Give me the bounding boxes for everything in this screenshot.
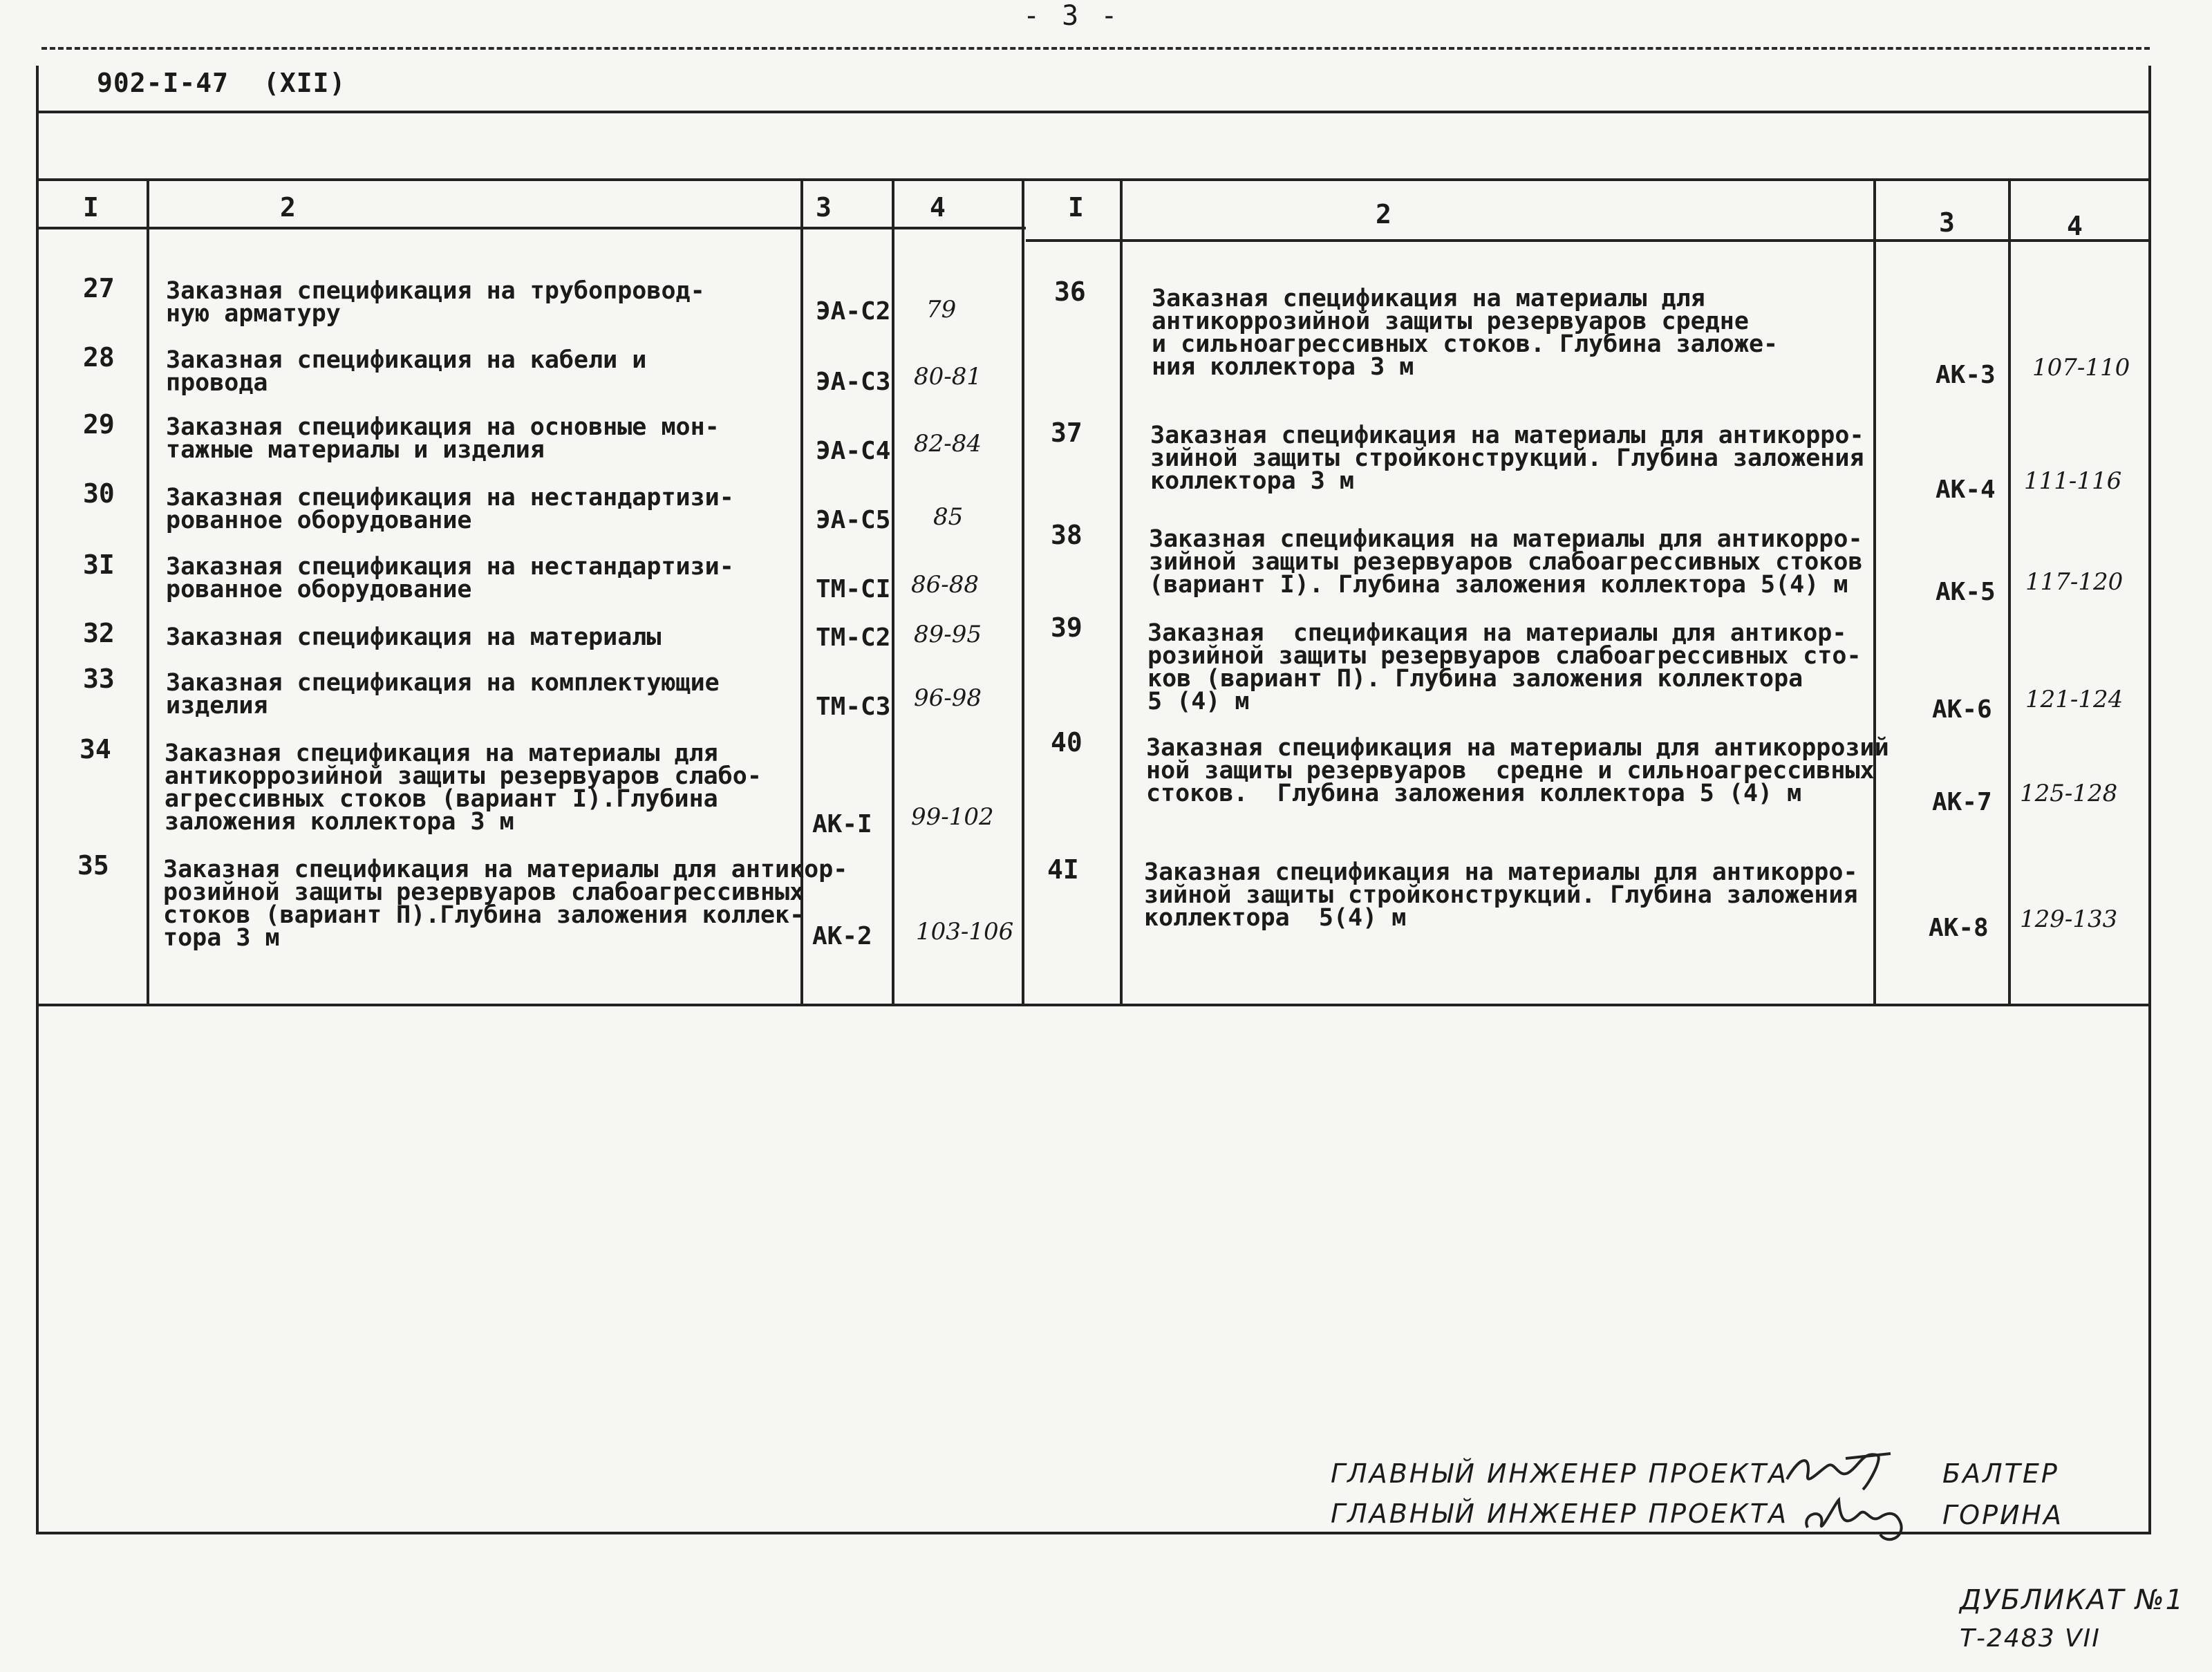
row-mark: ТМ-С3 [816,693,891,721]
row-mark: ЭА-С5 [816,506,891,534]
duplicate-label: ДУБЛИКАТ №1 [1960,1584,2185,1616]
row-description: Заказная спецификация на трубопровод- ную арматуру [166,277,705,328]
row-pages: 89-95 [914,621,982,648]
row-pages: 121-124 [2025,686,2124,713]
row-pages: 96-98 [914,684,982,712]
row-number: 39 [1051,612,1082,643]
row-mark: АК-5 [1936,578,1996,606]
row-number: 32 [83,618,115,648]
row-number: 4I [1047,854,1079,885]
col-divider [1120,178,1123,1005]
document-code [97,68,346,98]
row-mark: АК-8 [1929,914,1989,942]
row-mark: ЭА-С3 [816,368,891,396]
row-description: Заказная спецификация на материалы для антикорро- зийной защиты стройконструкций. Глубина заложения коллектора 3 м [1150,422,1864,495]
row-description: Заказная спецификация на нестандартизи- рованное оборудование [166,484,734,534]
row-number: 33 [83,664,115,694]
col-divider [147,178,149,1005]
signature-name: БАЛТЕР [1942,1458,2059,1489]
header-rule-left [36,227,1026,229]
header-left-col-3: 3 [816,192,832,223]
row-mark: АК-4 [1936,476,1996,504]
table-bottom-rule [36,1004,2151,1006]
col-divider [1022,178,1024,1005]
header-left-col-1: I [83,192,99,223]
signature-role: ГЛАВНЫЙ ИНЖЕНЕР ПРОЕКТА [1331,1499,1789,1529]
top-dashed-rule [41,47,2150,50]
row-description: Заказная спецификация на кабели и провода [166,346,647,397]
row-number: 34 [79,734,111,764]
row-pages: 80-81 [914,363,982,391]
header-right-col-3: 3 [1939,207,1955,238]
row-number: 40 [1051,727,1082,758]
col-divider [1873,178,1876,1005]
row-pages: 85 [933,503,964,531]
row-pages: 129-133 [2020,905,2118,933]
row-mark: ЭА-С4 [816,437,891,465]
row-number: 35 [77,850,109,881]
row-number: 30 [83,478,115,509]
row-number: 37 [1051,417,1082,448]
handwritten-signature-icon [1797,1486,1922,1548]
title-rule [36,111,2151,113]
row-mark: АК-I [812,810,872,838]
row-pages: 107-110 [2032,354,2130,382]
row-pages: 99-102 [911,803,994,831]
row-pages: 86-88 [911,571,980,599]
signature-name: ГОРИНА [1942,1500,2063,1530]
row-description: Заказная спецификация на материалы для антикоррозийной защиты резервуаров слабо- агрессивных стоков (вариант I).Глубина заложения коллектора 3 м [165,740,762,836]
row-number: 29 [83,409,115,440]
col-divider [2008,178,2011,1005]
row-mark: ТМ-С2 [816,623,891,652]
duplicate-number: Т-2483 VII [1960,1624,2101,1653]
row-description: Заказная спецификация на комплектующие изделия [166,669,720,720]
row-mark: ТМ-СI [816,575,891,603]
row-number: 38 [1051,520,1082,550]
row-description: Заказная спецификация на материалы для антикорро- зийной защиты резервуаров слабоагрессивных стоков (вариант I). Глубина заложения коллектора 5(4) м [1149,525,1863,599]
row-pages: 125-128 [2020,780,2118,807]
row-description: Заказная спецификация на материалы для антикор- розийной защиты резервуаров слабоагрессивных сто- ков (вариант П). Глубина заложения коллектора 5 (4) м [1147,619,1862,715]
row-description: Заказная спецификация на материалы для антикорро- зийной защиты стройконструкций. Глубина заложения коллектора 5(4) м [1144,858,1858,932]
row-description: Заказная спецификация на материалы [166,623,662,651]
row-number: 36 [1054,276,1086,307]
page-number: - 3 - [1023,0,1121,32]
row-description: Заказная спецификация на материалы для антикоррозийной защиты резервуаров средне и сильноагрессивных стоков. Глубина заложе- ния коллектора 3 м [1152,285,1779,381]
row-pages: 82-84 [914,430,982,458]
header-right-col-4: 4 [2067,211,2083,241]
header-right-col-2: 2 [1376,199,1391,229]
row-pages: 111-116 [2024,467,2122,495]
row-pages: 117-120 [2025,568,2124,596]
row-number: 3I [83,549,115,580]
header-right-col-1: I [1068,192,1084,223]
row-description: Заказная спецификация на материалы для антикор- розийной защиты резервуаров слабоагрессивных стоков (вариант П).Глубина заложения коллек- тора 3 м [163,856,848,952]
header-left-col-2: 2 [280,192,296,223]
table-top-rule [36,178,2151,181]
row-number: 28 [83,342,115,373]
row-pages: 103-106 [916,918,1014,946]
col-divider [892,178,894,1005]
row-number: 27 [83,273,115,303]
document-code-number: 902-I-47 [97,68,229,98]
row-pages: 79 [926,296,957,323]
row-mark: АК-7 [1932,788,1992,816]
row-description: Заказная спецификация на нестандартизи- рованное оборудование [166,553,734,603]
header-rule-right [1026,239,2151,242]
signature-role: ГЛАВНЫЙ ИНЖЕНЕР ПРОЕКТА [1331,1458,1789,1489]
row-mark: АК-2 [812,922,872,950]
row-description: Заказная спецификация на материалы для антикоррозий ной защиты резервуаров средне и сильноагрессивных стоков. Глубина заложения коллектора 5 (4) м [1146,734,1889,807]
document-part: (XII) [263,68,346,98]
row-description: Заказная спецификация на основные мон- тажные материалы и изделия [166,413,720,464]
header-left-col-4: 4 [930,192,946,223]
row-mark: АК-3 [1936,361,1996,389]
row-mark: АК-6 [1932,695,1992,724]
row-mark: ЭА-С2 [816,297,891,326]
